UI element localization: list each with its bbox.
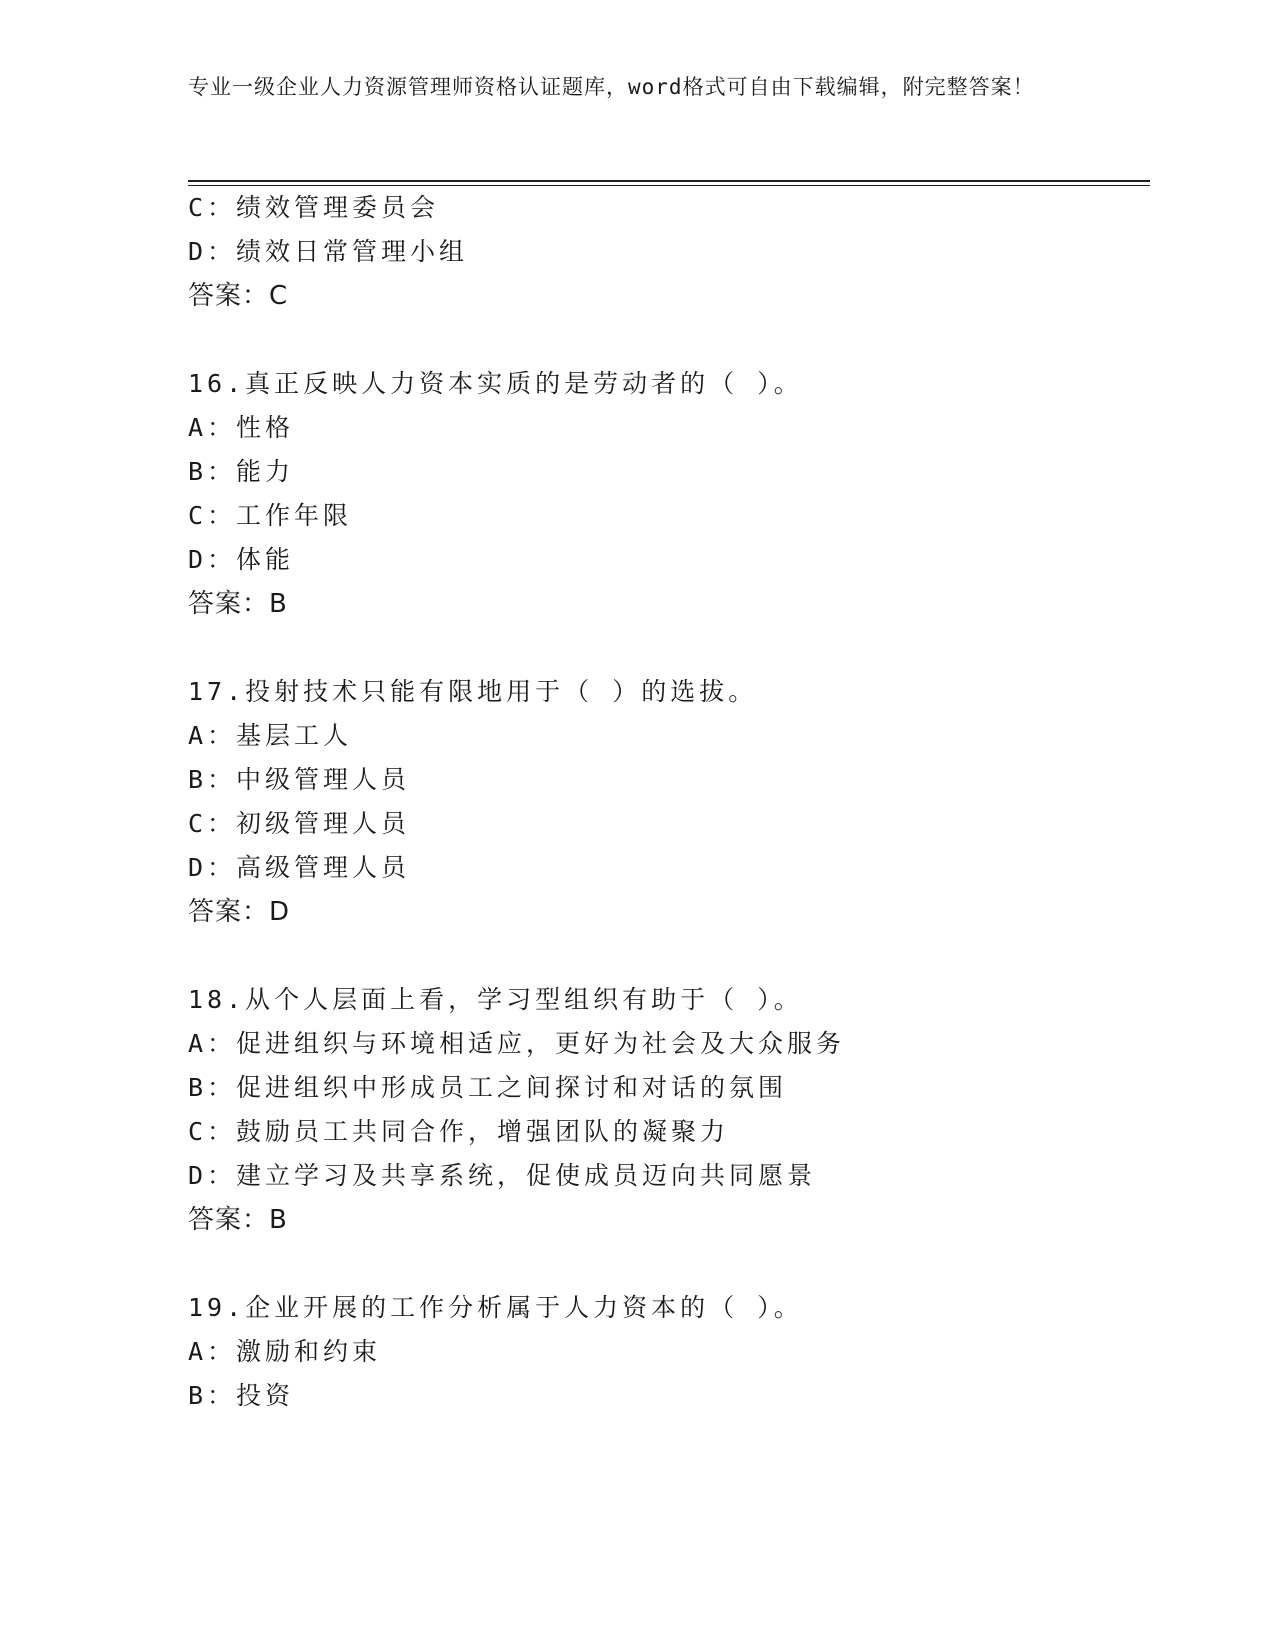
option-d: D：绩效日常管理小组: [188, 237, 469, 266]
option-c: C：初级管理人员: [188, 809, 411, 838]
question-17: 17.投射技术只能有限地用于（ ）的选拔。: [188, 677, 758, 706]
option-b: B：促进组织中形成员工之间探讨和对话的氛围: [188, 1073, 788, 1102]
answer: 答案：B: [188, 589, 288, 619]
answer: 答案：C: [188, 281, 289, 311]
answer: 答案：B: [188, 1205, 288, 1235]
question-18: 18.从个人层面上看，学习型组织有助于（ ）。: [188, 985, 803, 1014]
option-a: A：基层工人: [188, 721, 353, 750]
question-16: 16.真正反映人力资本实质的是劳动者的（ ）。: [188, 369, 803, 398]
option-c: C：工作年限: [188, 501, 353, 530]
option-a: A：性格: [188, 413, 295, 442]
option-b: B：投资: [188, 1381, 295, 1410]
option-d: D：体能: [188, 545, 295, 574]
option-c: C：绩效管理委员会: [188, 193, 440, 222]
header-rule-thick: [188, 180, 1150, 182]
document-header: 专业一级企业人力资源管理师资格认证题库，word格式可自由下载编辑，附完整答案！: [188, 75, 1035, 99]
option-a: A：激励和约束: [188, 1337, 382, 1366]
option-d: D：建立学习及共享系统，促使成员迈向共同愿景: [188, 1161, 817, 1190]
option-b: B：能力: [188, 457, 295, 486]
option-a: A：促进组织与环境相适应，更好为社会及大众服务: [188, 1029, 846, 1058]
option-b: B：中级管理人员: [188, 765, 411, 794]
answer: 答案：D: [188, 897, 291, 927]
option-c: C：鼓励员工共同合作，增强团队的凝聚力: [188, 1117, 730, 1146]
question-19: 19.企业开展的工作分析属于人力资本的（ ）。: [188, 1293, 803, 1322]
option-d: D：高级管理人员: [188, 853, 411, 882]
header-rule-thin: [188, 185, 1150, 186]
